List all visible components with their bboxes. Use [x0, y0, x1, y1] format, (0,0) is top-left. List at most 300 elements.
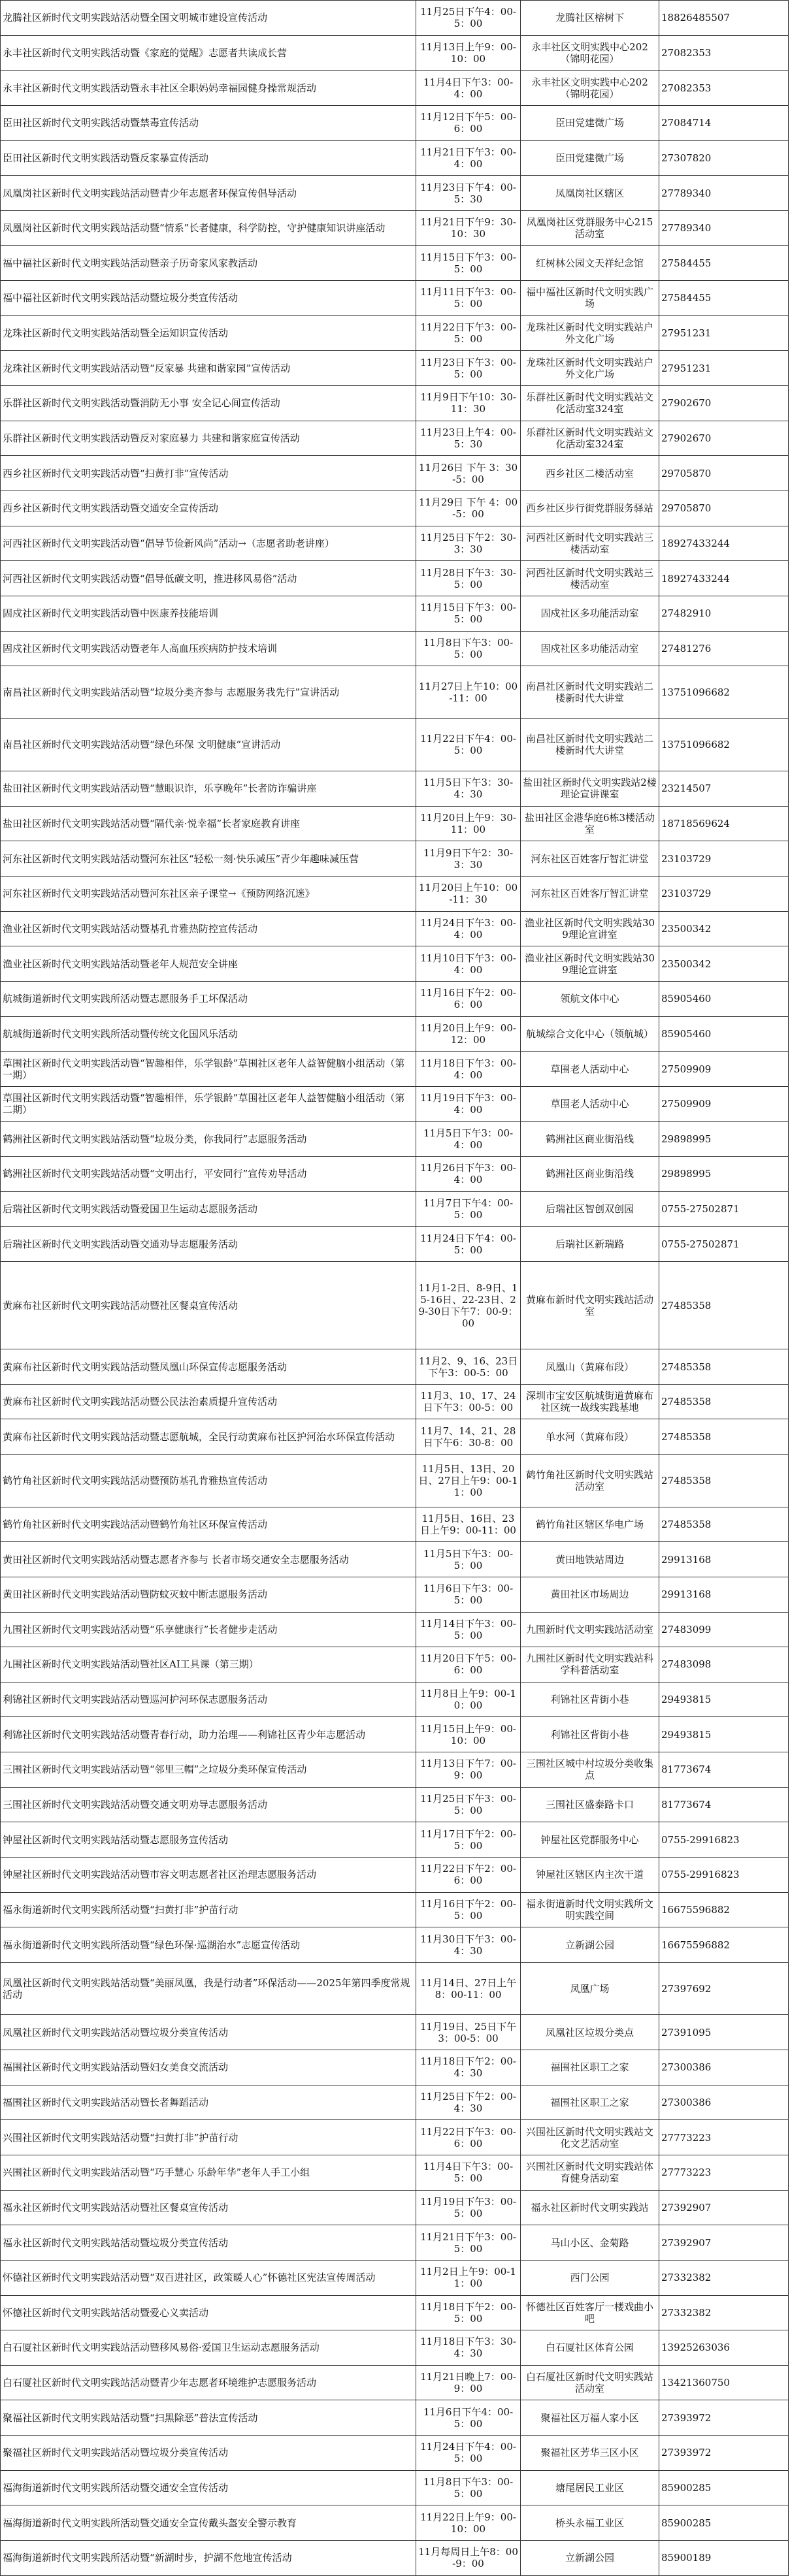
activity-title: 福永社区新时代文明实践站活动暨社区餐桌宣传活动 [1, 2190, 416, 2225]
contact-phone: 23214507 [659, 771, 789, 807]
activity-title: 固戍社区新时代文明实践活动暨老年人高血压疾病防护技术培训 [1, 631, 416, 666]
table-row [1, 1542, 789, 1577]
activity-place: 南昌社区新时代文明实践站二楼新时代大讲堂 [521, 718, 659, 771]
activity-title: 后瑞社区新时代文明实践活动暨交通劝导志愿服务活动 [1, 1227, 416, 1262]
contact-phone: 16675596882 [659, 1892, 789, 1927]
activity-place: 红树林公园文天祥纪念馆 [521, 246, 659, 281]
activity-title: 凤凰社区新时代文明实践站活动暨“美丽凤凰，我是行动者”环保活动——2025年第四季度常规活动 [1, 1962, 416, 2014]
activity-title: 乐群社区新时代文明实践活动暨反对家庭暴力 共建和谐家庭宣传活动 [1, 421, 416, 456]
activity-place: 草围老人活动中心 [521, 1052, 659, 1087]
table-row [1, 2295, 789, 2330]
activity-place: 固戍社区多功能活动室 [521, 631, 659, 666]
table-row [1, 1455, 789, 1507]
activity-time: 11月13日上午9：00-10：00 [416, 35, 521, 71]
activity-place: 九围新时代文明实践站活动室 [521, 1612, 659, 1647]
activity-title: 龙珠社区新时代文明实践站活动暨全运知识宣传活动 [1, 315, 416, 351]
table-row [1, 2470, 789, 2505]
table-row [1, 1157, 789, 1192]
contact-phone: 18927433244 [659, 561, 789, 596]
activity-time: 11月22日下午3：00-6：00 [416, 2120, 521, 2155]
activity-title: 九围社区新时代文明实践站活动暨社区AI工具课（第三期） [1, 1647, 416, 1682]
activity-place: 盐田社区金港华庭6栋3楼活动室 [521, 806, 659, 841]
activity-place: 福永社区新时代文明实践站 [521, 2190, 659, 2225]
activity-place: 臣田党建微广场 [521, 105, 659, 140]
activity-time: 11月22日下午3：00-5：00 [416, 315, 521, 351]
activity-time: 11月18日下午2：00-5：00 [416, 2295, 521, 2330]
table-row [1, 1857, 789, 1892]
activity-time: 11月21日下午9：30-10：30 [416, 210, 521, 246]
table-row [1, 1227, 789, 1262]
contact-phone: 29913168 [659, 1577, 789, 1612]
activity-place: 深圳市宝安区航城街道黄麻布社区统一战线实践基地 [521, 1384, 659, 1419]
activity-title: 河东社区新时代文明实践站活动暨河东社区亲子课堂→《预防网络沉迷》 [1, 877, 416, 912]
activity-time: 11月29日 下午 4：00-5：00 [416, 491, 521, 526]
table-row [1, 2120, 789, 2155]
activity-time: 11月1-2日、8-9日、15-16日、22-23日、29-30日下午7：00-9：00 [416, 1262, 521, 1349]
activity-time: 11月20日上午9：30-11：00 [416, 806, 521, 841]
activity-place: 凤凰岗社区党群服务中心215活动室 [521, 210, 659, 246]
table-row [1, 281, 789, 316]
activity-title: 鹤洲社区新时代文明实践站活动暨“文明出行，平安同行”宣传劝导活动 [1, 1157, 416, 1192]
table-row [1, 1962, 789, 2014]
activity-title: 怀德社区新时代文明实践站活动暨爱心义卖活动 [1, 2295, 416, 2330]
activity-time: 11月23日下午4：00-5：30 [416, 176, 521, 211]
activity-time: 11月每周日上午8：00-9：00 [416, 2540, 521, 2575]
activity-title: 渔业社区新时代文明实践站活动暨基孔肯雅热防控宣传活动 [1, 911, 416, 946]
table-row [1, 2050, 789, 2085]
activity-time: 11月24日下午4：00-5：00 [416, 1227, 521, 1262]
activity-place: 永丰社区文明实践中心202（锦明花园） [521, 35, 659, 71]
activity-title: 福中福社区新时代文明实践站活动暨垃圾分类宣传活动 [1, 281, 416, 316]
activity-title: 利锦社区新时代文明实践站活动暨巡河护河环保志愿服务活动 [1, 1682, 416, 1717]
contact-phone: 13751096682 [659, 666, 789, 718]
table-row [1, 1647, 789, 1682]
table-row [1, 561, 789, 596]
activity-time: 11月16日下午2：00-6：00 [416, 981, 521, 1016]
contact-phone: 27951231 [659, 351, 789, 386]
activity-title: 钟屋社区新时代文明实践站活动暨市容文明志愿者社区治理志愿服务活动 [1, 1857, 416, 1892]
table-row [1, 596, 789, 631]
table-row [1, 981, 789, 1016]
table-row [1, 421, 789, 456]
contact-phone: 27481276 [659, 631, 789, 666]
contact-phone: 27485358 [659, 1384, 789, 1419]
activity-title: 黄麻布社区新时代文明实践站活动暨凤凰山环保宣传志愿服务活动 [1, 1349, 416, 1385]
activity-place: 河西社区新时代文明实践站三楼活动室 [521, 561, 659, 596]
activity-title: 聚福社区新时代文明实践站活动暨垃圾分类宣传活动 [1, 2436, 416, 2471]
activity-place: 兴围社区新时代文明实践站体育健身活动室 [521, 2155, 659, 2190]
contact-phone: 27391095 [659, 2015, 789, 2050]
table-row [1, 105, 789, 140]
contact-phone: 29913168 [659, 1542, 789, 1577]
activity-place: 桥头永福工业区 [521, 2505, 659, 2541]
activity-title: 福中福社区新时代文明实践站活动暨亲子历奇家风家教活动 [1, 246, 416, 281]
table-row [1, 806, 789, 841]
contact-phone: 27485358 [659, 1419, 789, 1455]
contact-phone: 27509909 [659, 1086, 789, 1121]
activity-time: 11月5日下午3：00-5：00 [416, 1542, 521, 1577]
activity-place: 鹤洲社区商业街沿线 [521, 1121, 659, 1157]
activity-place: 西乡社区二楼活动室 [521, 456, 659, 491]
contact-phone: 29705870 [659, 456, 789, 491]
activity-place: 福围社区职工之家 [521, 2085, 659, 2120]
activity-time: 11月15日下午3：00-5：00 [416, 596, 521, 631]
activity-time: 11月16日下午2：00-5：00 [416, 1892, 521, 1927]
activity-time: 11月21日下午3：00-5：00 [416, 2225, 521, 2261]
activity-place: 乐群社区新时代文明实践站文化活动室324室 [521, 421, 659, 456]
activity-title: 固戍社区新时代文明实践活动暨中医康养技能培训 [1, 596, 416, 631]
activity-time: 11月22日下午4：00-5：00 [416, 718, 521, 771]
table-row [1, 1262, 789, 1349]
table-row [1, 456, 789, 491]
activity-title: 鹤洲社区新时代文明实践站活动暨“垃圾分类，你我同行”志愿服务活动 [1, 1121, 416, 1157]
table-row [1, 351, 789, 386]
table-row [1, 1752, 789, 1788]
table-row [1, 1052, 789, 1087]
activity-place: 聚福社区万福人家小区 [521, 2400, 659, 2436]
contact-phone: 13751096682 [659, 718, 789, 771]
table-row [1, 631, 789, 666]
activity-place: 塘尾居民工业区 [521, 2470, 659, 2505]
table-row [1, 2330, 789, 2366]
activity-place: 固戍社区多功能活动室 [521, 596, 659, 631]
contact-phone: 27485358 [659, 1455, 789, 1507]
activity-place: 南昌社区新时代文明实践站二楼新时代大讲堂 [521, 666, 659, 718]
contact-phone: 27332382 [659, 2295, 789, 2330]
activity-time: 11月23日下午3：00-5：00 [416, 351, 521, 386]
activity-place: 领航文体中心 [521, 981, 659, 1016]
contact-phone: 85900285 [659, 2505, 789, 2541]
table-row [1, 1577, 789, 1612]
contact-phone: 0755-27502871 [659, 1191, 789, 1227]
activity-title: 聚福社区新时代文明实践站活动暨“扫黑除恶”普法宣传活动 [1, 2400, 416, 2436]
table-row [1, 386, 789, 421]
table-row [1, 526, 789, 561]
table-row [1, 877, 789, 912]
activity-title: 钟屋社区新时代文明实践站活动暨志愿服务宣传活动 [1, 1822, 416, 1858]
activity-place: 黄田地铁站周边 [521, 1542, 659, 1577]
activity-time: 11月4日下午3：00-4：00 [416, 71, 521, 106]
activity-title: 鹤竹角社区新时代文明实践站活动暨鹤竹角社区环保宣传活动 [1, 1507, 416, 1542]
activity-time: 11月21日下午3：00-4：00 [416, 140, 521, 176]
activity-time: 11月8日下午3：00-5：00 [416, 631, 521, 666]
contact-phone: 27789340 [659, 210, 789, 246]
table-row [1, 841, 789, 877]
contact-phone: 27902670 [659, 386, 789, 421]
contact-phone: 81773674 [659, 1787, 789, 1822]
activity-time: 11月18日下午3：30-4：30 [416, 2330, 521, 2366]
table-row [1, 1717, 789, 1752]
activity-time: 11月17日下午2：00-5：00 [416, 1822, 521, 1858]
table-row [1, 1892, 789, 1927]
activity-title: 乐群社区新时代文明实践活动暨消防无小事 安全记心间宣传活动 [1, 386, 416, 421]
contact-phone: 27483098 [659, 1647, 789, 1682]
contact-phone: 23103729 [659, 877, 789, 912]
contact-phone: 27082353 [659, 35, 789, 71]
activity-title: 兴围社区新时代文明实践站活动暨“巧手慧心 乐龄年华”老年人手工小组 [1, 2155, 416, 2190]
table-row [1, 2505, 789, 2541]
table-row [1, 1, 789, 36]
activity-title: 三围社区新时代文明实践站活动暨交通文明劝导志愿服务活动 [1, 1787, 416, 1822]
activity-place: 福围社区职工之家 [521, 2050, 659, 2085]
activity-time: 11月5日、16日、23日上午9：00-11：00 [416, 1507, 521, 1542]
activity-time: 11月5日下午3：30-4：30 [416, 771, 521, 807]
activity-time: 11月15日上午9：00-10：00 [416, 1717, 521, 1752]
contact-phone: 27902670 [659, 421, 789, 456]
activity-place: 白石厦社区新时代文明实践站活动室 [521, 2365, 659, 2400]
table-body [1, 1, 789, 2576]
activity-time: 11月20日下午5：00-6：00 [416, 1647, 521, 1682]
activity-title: 航城街道新时代文明实践所活动暨传统文化国风乐活动 [1, 1016, 416, 1052]
activity-title: 怀德社区新时代文明实践站活动暨“双百进社区，政策暖人心”怀德社区宪法宣传周活动 [1, 2260, 416, 2295]
activity-place: 三围社区城中村垃圾分类收集点 [521, 1752, 659, 1788]
table-row [1, 35, 789, 71]
table-row [1, 315, 789, 351]
activity-title: 福围社区新时代文明实践站活动暨长者舞蹈活动 [1, 2085, 416, 2120]
table-row [1, 210, 789, 246]
table-row [1, 2400, 789, 2436]
table-row [1, 2540, 789, 2575]
table-row [1, 71, 789, 106]
activity-place: 航城综合文化中心（领航城） [521, 1016, 659, 1052]
contact-phone: 0755-27502871 [659, 1227, 789, 1262]
table-row [1, 2225, 789, 2261]
activity-place: 永丰社区文明实践中心202（锦明花园） [521, 71, 659, 106]
activity-time: 11月19日、25日下午3：00-5：00 [416, 2015, 521, 2050]
activity-time: 11月11日下午3：00-5：00 [416, 281, 521, 316]
activity-time: 11月7日下午4：00-5：00 [416, 1191, 521, 1227]
contact-phone: 27485358 [659, 1349, 789, 1385]
activity-place: 福中福社区新时代文明实践广场 [521, 281, 659, 316]
activity-place: 三围社区盛泰路卡口 [521, 1787, 659, 1822]
contact-phone: 29493815 [659, 1682, 789, 1717]
contact-phone: 85905460 [659, 1016, 789, 1052]
activity-place: 盐田社区新时代文明实践站2楼理论宣讲课室 [521, 771, 659, 807]
activity-title: 草围社区新时代文明实践活动暨“智趣相伴，乐学银龄”草围社区老年人益智健脑小组活动（第二期） [1, 1086, 416, 1121]
activity-time: 11月19日下午3：00-5：00 [416, 2190, 521, 2225]
activity-time: 11月28日下午3：30-5：00 [416, 561, 521, 596]
activity-title: 臣田社区新时代文明实践活动暨禁毒宣传活动 [1, 105, 416, 140]
activity-time: 11月25日下午2：30-3：30 [416, 526, 521, 561]
activity-title: 河西社区新时代文明实践活动暨“倡导低碳文明，推进移风易俗”活动 [1, 561, 416, 596]
activity-title: 福永街道新时代文明实践所活动暨“扫黄打非”护苗行动 [1, 1892, 416, 1927]
activity-time: 11月25日下午4：00-5：00 [416, 1, 521, 36]
table-row [1, 140, 789, 176]
activity-title: 后瑞社区新时代文明实践活动暨爱国卫生运动志愿服务活动 [1, 1191, 416, 1227]
activity-place: 凤凰岗社区辖区 [521, 176, 659, 211]
contact-phone: 27951231 [659, 315, 789, 351]
contact-phone: 27483099 [659, 1612, 789, 1647]
contact-phone: 27584455 [659, 246, 789, 281]
activity-time: 11月4日下午3：00-5：00 [416, 2155, 521, 2190]
contact-phone: 85900189 [659, 2540, 789, 2575]
table-row [1, 2260, 789, 2295]
table-row [1, 1121, 789, 1157]
contact-phone: 27393972 [659, 2400, 789, 2436]
activity-time: 11月8日下午3：00-5：00 [416, 2470, 521, 2505]
activity-time: 11月25日下午2：00-4：30 [416, 2085, 521, 2120]
activity-place: 龙腾社区榕树下 [521, 1, 659, 36]
activity-place: 白石厦社区体育公园 [521, 2330, 659, 2366]
activity-time: 11月10日下午3：00-4：00 [416, 946, 521, 982]
table-row [1, 2436, 789, 2471]
activity-time: 11月7、14、21、28日下午6：30-8：00 [416, 1419, 521, 1455]
contact-phone: 27773223 [659, 2120, 789, 2155]
contact-phone: 27485358 [659, 1507, 789, 1542]
activity-place: 九围社区新时代文明实践站科学科普活动室 [521, 1647, 659, 1682]
activity-place: 鹤竹角社区新时代文明实践站活动室 [521, 1455, 659, 1507]
contact-phone: 27307820 [659, 140, 789, 176]
activity-title: 黄麻布社区新时代文明实践站活动暨社区餐桌宣传活动 [1, 1262, 416, 1349]
activity-time: 11月24日下午4：00-5：00 [416, 2436, 521, 2471]
activity-title: 渔业社区新时代文明实践站活动暨老年人规范安全讲座 [1, 946, 416, 982]
activity-place: 西乡社区步行街党群服务驿站 [521, 491, 659, 526]
activity-place: 鹤竹角社区辖区华电广场 [521, 1507, 659, 1542]
activity-place: 草围老人活动中心 [521, 1086, 659, 1121]
contact-phone: 27482910 [659, 596, 789, 631]
activity-place: 凤凰山（黄麻布段） [521, 1349, 659, 1385]
activity-place: 钟屋社区辖区内主次干道 [521, 1857, 659, 1892]
activity-time: 11月9日下午2：30-3：30 [416, 841, 521, 877]
table-row [1, 771, 789, 807]
activity-time: 11月25日下午3：00-5：00 [416, 1787, 521, 1822]
activity-title: 黄田社区新时代文明实践站活动暨志愿者齐参与 长者市场交通安全志愿服务活动 [1, 1542, 416, 1577]
activity-title: 龙腾社区新时代文明实践站活动暨全国文明城市建设宣传活动 [1, 1, 416, 36]
activity-place: 利锦社区背街小巷 [521, 1682, 659, 1717]
activity-title: 盐田社区新时代文明实践站活动暨“慧眼识诈，乐享晚年”长者防诈骗讲座 [1, 771, 416, 807]
activity-time: 11月26日下午3：00-4：00 [416, 1157, 521, 1192]
activity-title: 鹤竹角社区新时代文明实践站活动暨预防基孔肯雅热宣传活动 [1, 1455, 416, 1507]
table-row [1, 1787, 789, 1822]
activity-time: 11月21日晚上7：00-9：00 [416, 2365, 521, 2400]
activity-time: 11月20日上午9：00-12：00 [416, 1016, 521, 1052]
table-row [1, 911, 789, 946]
activity-time: 11月22日下午2：00-6：00 [416, 1857, 521, 1892]
contact-phone: 18826485507 [659, 1, 789, 36]
activity-place: 河东社区百姓客厅智汇讲堂 [521, 841, 659, 877]
contact-phone: 27082353 [659, 71, 789, 106]
contact-phone: 85900285 [659, 2470, 789, 2505]
activity-title: 三围社区新时代文明实践站活动暨“邻里三帽”之垃圾分类环保宣传活动 [1, 1752, 416, 1788]
contact-phone: 27300386 [659, 2085, 789, 2120]
activity-title: 凤凰岗社区新时代文明实践站活动暨青少年志愿者环保宣传倡导活动 [1, 176, 416, 211]
activity-title: 兴围社区新时代文明实践站活动暨“扫黄打非”护苗行动 [1, 2120, 416, 2155]
activity-place: 渔业社区新时代文明实践站309理论宣讲室 [521, 911, 659, 946]
activity-place: 臣田党建微广场 [521, 140, 659, 176]
activity-time: 11月12日下午5：00-6：00 [416, 105, 521, 140]
activity-place: 西门公园 [521, 2260, 659, 2295]
activity-time: 11月3、10、17、24日下午3：00-5：00 [416, 1384, 521, 1419]
contact-phone: 27392907 [659, 2190, 789, 2225]
table-row [1, 2365, 789, 2400]
activity-place: 福永街道新时代文明实践所文明实践空间 [521, 1892, 659, 1927]
activity-title: 福海街道新时代文明实践所活动暨交通安全宣传活动 [1, 2470, 416, 2505]
activity-time: 11月15日下午3：00-5：00 [416, 246, 521, 281]
activity-place: 乐群社区新时代文明实践站文化活动室324室 [521, 386, 659, 421]
activity-title: 南昌社区新时代文明实践站活动暨“绿色环保 文明健康”宣讲活动 [1, 718, 416, 771]
contact-phone: 29898995 [659, 1121, 789, 1157]
activity-title: 福永社区新时代文明实践站活动暨垃圾分类宣传活动 [1, 2225, 416, 2261]
activity-title: 西乡社区新时代文明实践活动暨“扫黄打非”宣传活动 [1, 456, 416, 491]
table-row [1, 666, 789, 718]
activity-title: 白石厦社区新时代文明实践站活动暨移风易俗·爱国卫生运动志愿服务活动 [1, 2330, 416, 2366]
table-row [1, 1191, 789, 1227]
contact-phone: 81773674 [659, 1752, 789, 1788]
activity-place: 单水河（黄麻布段） [521, 1419, 659, 1455]
activity-place: 凤凰社区垃圾分类点 [521, 2015, 659, 2050]
activity-title: 河西社区新时代文明实践活动暨“倡导节俭新风尚”活动→（志愿者助老讲座） [1, 526, 416, 561]
activity-place: 后瑞社区智创双创园 [521, 1191, 659, 1227]
contact-phone: 23500342 [659, 911, 789, 946]
activity-place: 利锦社区背街小巷 [521, 1717, 659, 1752]
activity-time: 11月13日下午7：00-9：00 [416, 1752, 521, 1788]
activity-place: 渔业社区新时代文明实践站309理论宣讲室 [521, 946, 659, 982]
table-row [1, 176, 789, 211]
contact-phone: 13925263036 [659, 2330, 789, 2366]
activity-place: 黄麻布新时代文明实践站活动室 [521, 1262, 659, 1349]
table-row [1, 1016, 789, 1052]
activity-time: 11月9日下午10：30-11：30 [416, 386, 521, 421]
contact-phone: 29493815 [659, 1717, 789, 1752]
activity-title: 黄麻布社区新时代文明实践站活动暨志愿航城，全民行动黄麻布社区护河治水环保宣传活动 [1, 1419, 416, 1455]
activity-time: 11月24日下午3：00-4：00 [416, 911, 521, 946]
activity-title: 龙珠社区新时代文明实践站活动暨“反家暴 共建和谐家园”宣传活动 [1, 351, 416, 386]
activity-time: 11月8日上午9：00-10：00 [416, 1682, 521, 1717]
contact-phone: 27084714 [659, 105, 789, 140]
activity-title: 臣田社区新时代文明实践活动暨反家暴宣传活动 [1, 140, 416, 176]
contact-phone: 27300386 [659, 2050, 789, 2085]
activity-time: 11月26日 下午 3：30-5：00 [416, 456, 521, 491]
activity-place: 龙珠社区新时代文明实践站户外文化广场 [521, 315, 659, 351]
activity-time: 11月19日下午3：00-4：00 [416, 1086, 521, 1121]
table-row [1, 246, 789, 281]
contact-phone: 27392907 [659, 2225, 789, 2261]
activity-title: 南昌社区新时代文明实践站活动暨“垃圾分类齐参与 志愿服务我先行”宣讲活动 [1, 666, 416, 718]
activity-place: 凤凰广场 [521, 1962, 659, 2014]
activity-title: 凤凰社区新时代文明实践站活动暨垃圾分类宣传活动 [1, 2015, 416, 2050]
activity-title: 永丰社区新时代文明实践活动暨永丰社区全职妈妈幸福园健身操常规活动 [1, 71, 416, 106]
table-row [1, 2085, 789, 2120]
table-row [1, 2155, 789, 2190]
activity-place: 立新湖公园 [521, 1927, 659, 1963]
activity-place: 立新湖公园 [521, 2540, 659, 2575]
activity-title: 黄田社区新时代文明实践站活动暨防蚊灭蚊中断志愿服务活动 [1, 1577, 416, 1612]
table-row [1, 491, 789, 526]
activity-time: 11月18日下午3：00-4：00 [416, 1052, 521, 1087]
activity-place: 鹤洲社区商业街沿线 [521, 1157, 659, 1192]
activity-time: 11月23日上午4：00-5：30 [416, 421, 521, 456]
activity-time: 11月5日、13日、20日、27日上午9：00-11：00 [416, 1455, 521, 1507]
table-row [1, 1384, 789, 1419]
contact-phone: 27485358 [659, 1262, 789, 1349]
activity-title: 福海街道新时代文明实践所活动暨交通安全宣传戴头盔安全警示教育 [1, 2505, 416, 2541]
table-row [1, 1822, 789, 1858]
activity-place: 后瑞社区新瑞路 [521, 1227, 659, 1262]
contact-phone: 23103729 [659, 841, 789, 877]
activity-time: 11月18日下午2：00-4：30 [416, 2050, 521, 2085]
table-row [1, 1927, 789, 1963]
activity-title: 河东社区新时代文明实践站活动暨河东社区“轻松一刻·快乐减压”青少年趣味减压营 [1, 841, 416, 877]
activity-title: 黄麻布社区新时代文明实践站活动暨公民法治素质提升宣传活动 [1, 1384, 416, 1419]
activity-title: 永丰社区新时代文明实践活动暨《家庭的觉醒》志愿者共读成长营 [1, 35, 416, 71]
activity-place: 河东社区百姓客厅智汇讲堂 [521, 877, 659, 912]
table-row [1, 2015, 789, 2050]
table-row [1, 1612, 789, 1647]
activity-time: 11月2日上午9：00-11：00 [416, 2260, 521, 2295]
activity-place: 兴围社区新时代文明实践站文化文艺活动室 [521, 2120, 659, 2155]
contact-phone: 0755-29916823 [659, 1857, 789, 1892]
contact-phone: 23500342 [659, 946, 789, 982]
